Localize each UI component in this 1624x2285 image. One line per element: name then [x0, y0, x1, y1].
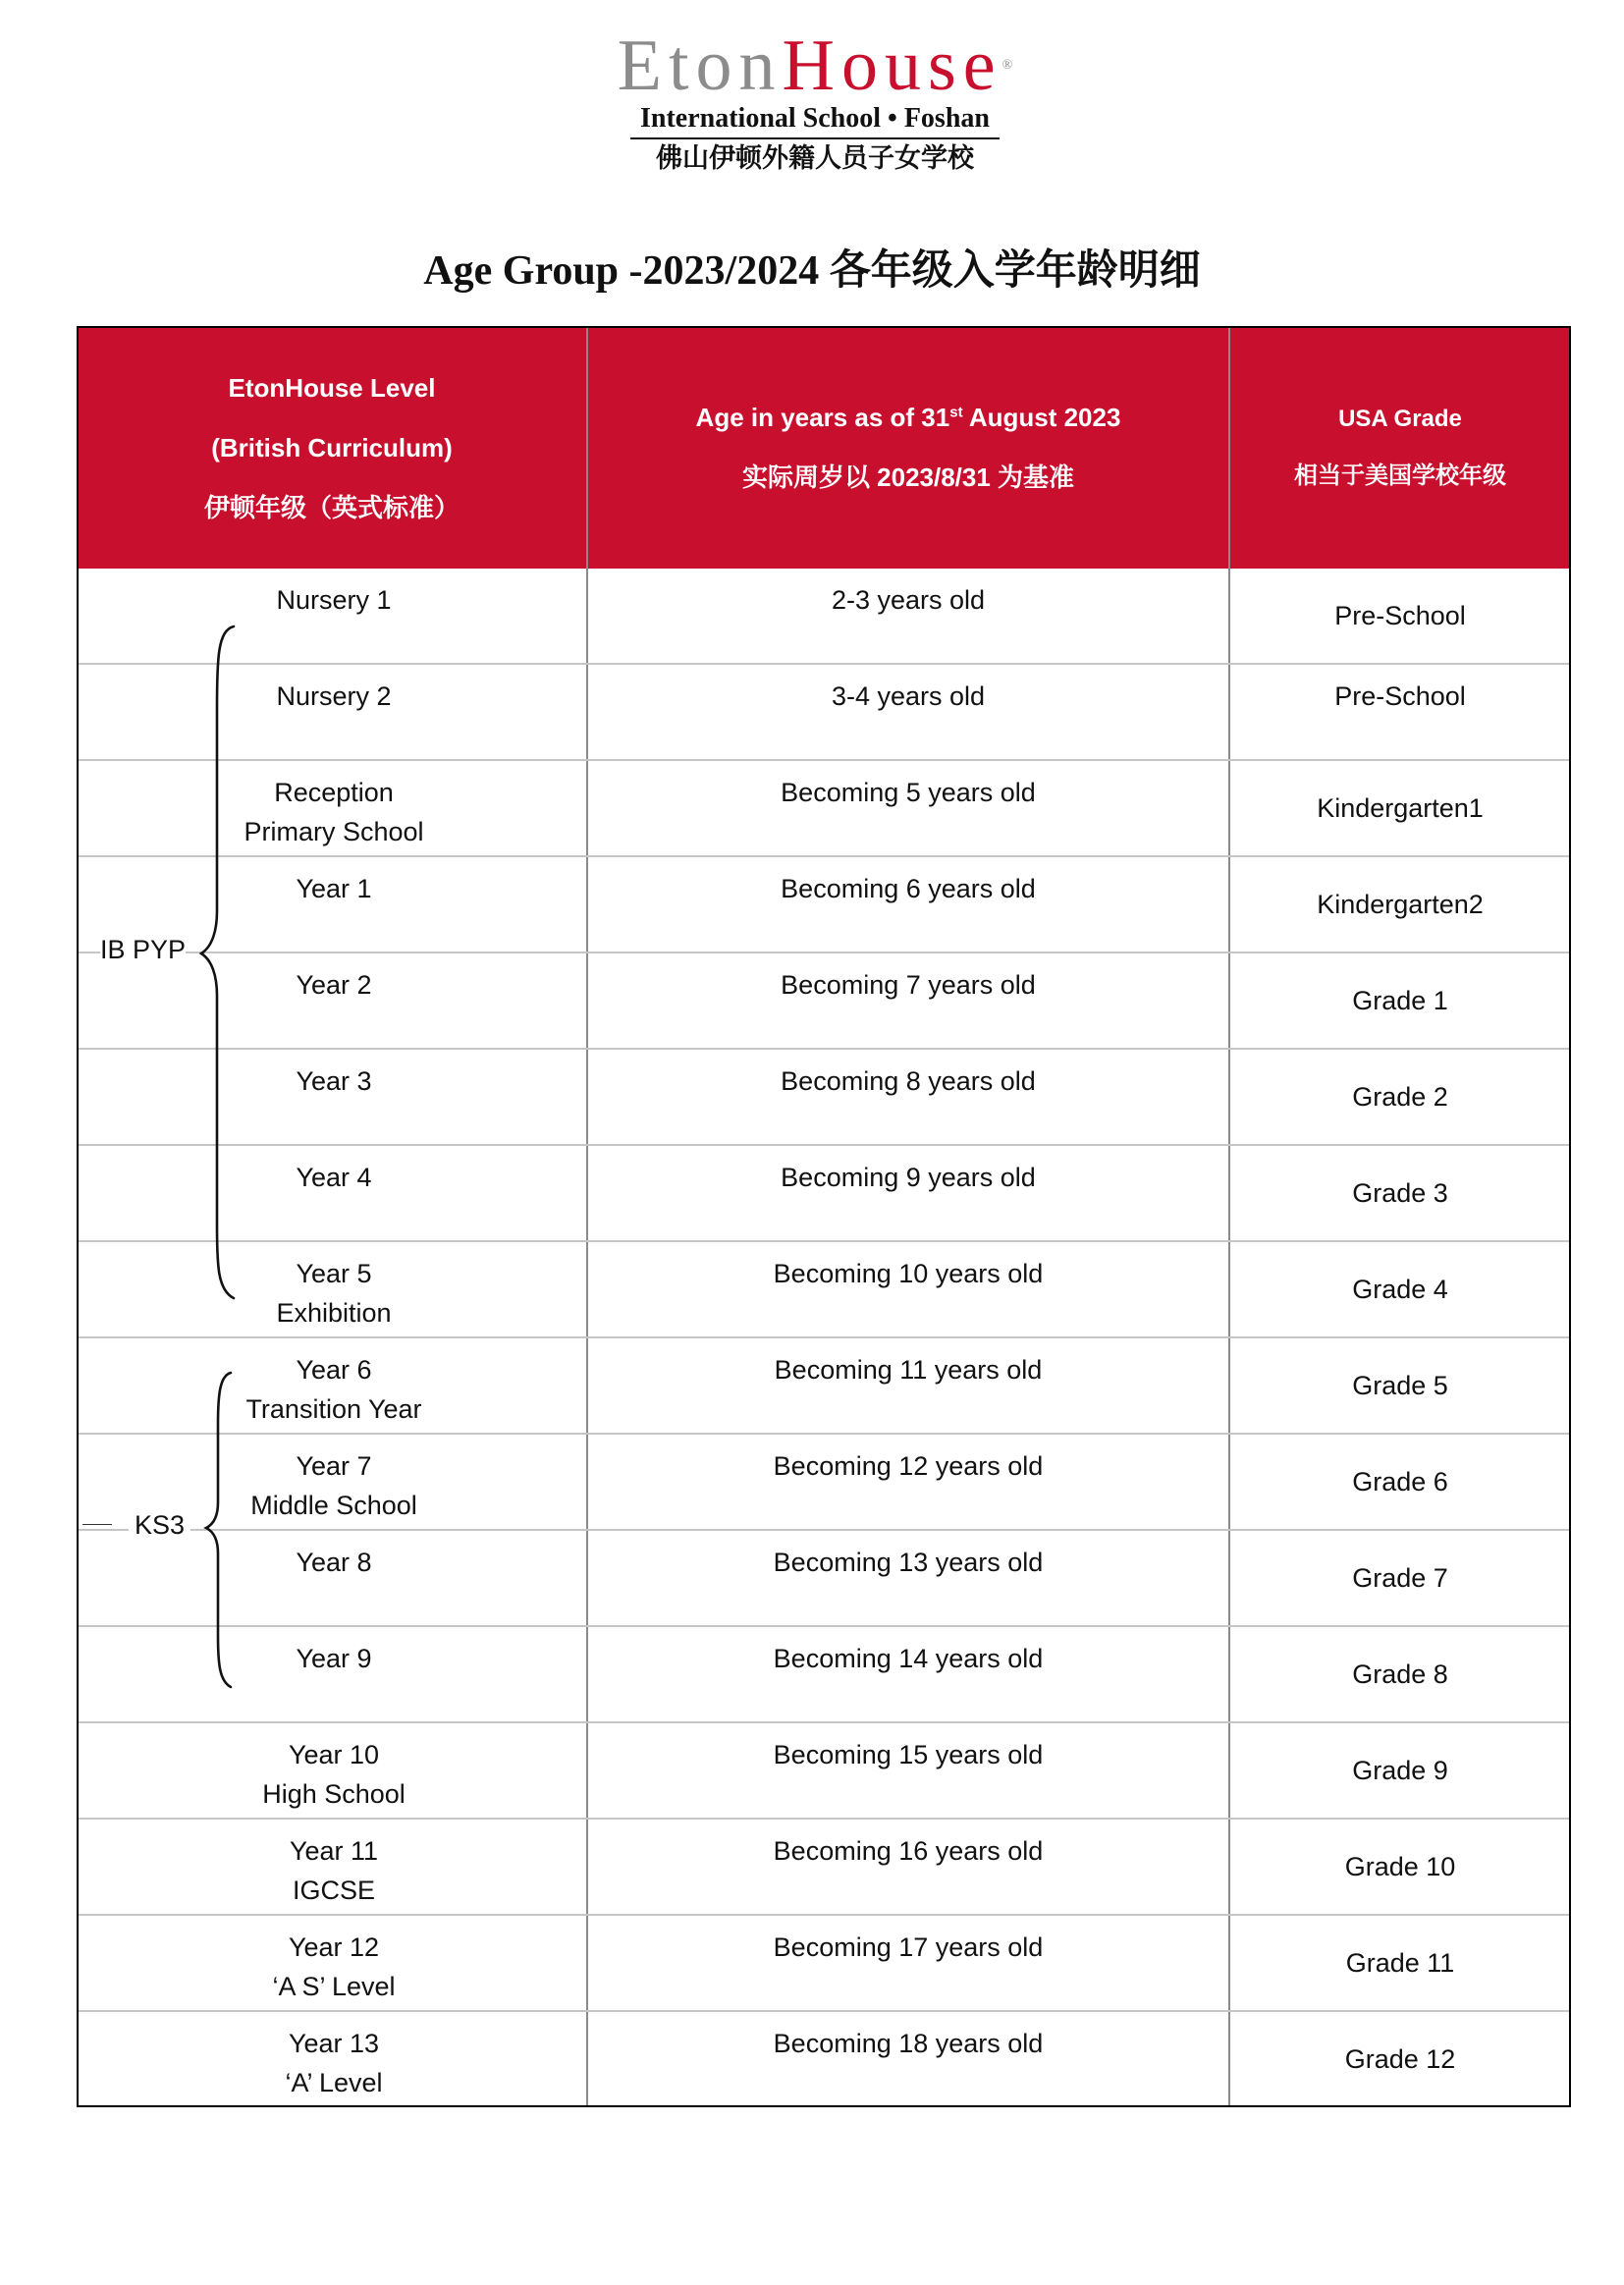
level-cell — [78, 664, 587, 760]
age-text: Becoming 16 years old — [773, 1836, 1044, 1866]
level-sub: Primary School — [244, 817, 424, 846]
level-name: Nursery 2 — [276, 681, 392, 711]
age-group-table — [78, 327, 1570, 2106]
level-name: Year 3 — [296, 1066, 372, 1096]
table-row — [78, 856, 1570, 952]
age-cell — [587, 1145, 1229, 1241]
table-row — [78, 1337, 1570, 1434]
logo-eton-text: Eton — [617, 26, 783, 106]
header-col2-sup: st — [949, 404, 963, 421]
age-text: Becoming 7 years old — [781, 970, 1036, 1000]
usa-grade-text: Grade 1 — [1352, 986, 1448, 1015]
ks3-leader-line — [82, 1524, 112, 1525]
usa-grade-cell — [1229, 2011, 1570, 2106]
age-text: Becoming 5 years old — [781, 778, 1036, 807]
table-row — [78, 2011, 1570, 2106]
header-age — [587, 327, 1229, 569]
age-cell — [587, 760, 1229, 856]
age-text: Becoming 14 years old — [773, 1644, 1044, 1673]
table-row — [78, 1145, 1570, 1241]
usa-grade-text: Grade 7 — [1352, 1563, 1448, 1593]
level-cell — [78, 1337, 587, 1434]
table-row — [78, 1626, 1570, 1722]
level-sub: High School — [262, 1779, 406, 1809]
level-name: Nursery 1 — [276, 585, 392, 615]
header-col2-line1 — [588, 388, 1228, 448]
usa-grade-cell — [1229, 1049, 1570, 1145]
page-title: Age Group -2023/2024 各年级入学年龄明细 — [423, 248, 1201, 294]
level-name: Year 1 — [296, 874, 372, 903]
level-sub: Exhibition — [276, 1298, 392, 1328]
age-cell — [587, 856, 1229, 952]
usa-grade-cell — [1229, 760, 1570, 856]
level-cell — [78, 569, 587, 664]
age-text: 2-3 years old — [831, 585, 986, 615]
table-row — [78, 569, 1570, 664]
level-name: Year 11 — [289, 1836, 379, 1866]
usa-grade-cell — [1229, 1819, 1570, 1915]
usa-grade-text: Kindergarten2 — [1317, 890, 1484, 919]
level-name: Year 9 — [296, 1644, 372, 1673]
age-cell — [587, 1049, 1229, 1145]
table-row — [78, 1530, 1570, 1626]
table-row — [78, 952, 1570, 1049]
level-cell — [78, 2011, 587, 2106]
usa-grade-cell — [1229, 1722, 1570, 1819]
age-cell — [587, 952, 1229, 1049]
table-row — [78, 760, 1570, 856]
level-cell — [78, 760, 587, 856]
logo-wordmark — [569, 26, 1060, 106]
level-cell — [78, 1530, 587, 1626]
table-row — [78, 1049, 1570, 1145]
usa-grade-text: Grade 3 — [1352, 1178, 1448, 1208]
level-cell — [78, 1626, 587, 1722]
level-sub: Transition Year — [245, 1394, 422, 1424]
table-row — [78, 1241, 1570, 1337]
group-label-ib-pyp: IB PYP — [100, 935, 187, 964]
usa-grade-cell — [1229, 1145, 1570, 1241]
logo-chinese-name: 佛山伊顿外籍人员子女学校 — [656, 143, 974, 174]
level-cell — [78, 1819, 587, 1915]
age-text: Becoming 15 years old — [773, 1740, 1044, 1769]
age-cell — [587, 1722, 1229, 1819]
level-name: Year 5 — [296, 1259, 372, 1288]
age-text: Becoming 12 years old — [773, 1451, 1044, 1481]
age-cell — [587, 664, 1229, 760]
usa-grade-cell — [1229, 1626, 1570, 1722]
level-cell — [78, 1049, 587, 1145]
level-sub: ‘A’ Level — [285, 2068, 383, 2097]
table-row — [78, 1434, 1570, 1530]
usa-grade-cell — [1229, 1915, 1570, 2011]
level-name: Year 2 — [296, 970, 372, 1000]
table-row — [78, 1915, 1570, 2011]
age-text: Becoming 6 years old — [781, 874, 1036, 903]
header-col3-line1: USA Grade — [1338, 406, 1462, 432]
level-name: Year 10 — [288, 1740, 380, 1769]
usa-grade-text: Grade 4 — [1352, 1275, 1448, 1304]
header-col1-line3: 伊顿年级（英式标准） — [203, 492, 460, 522]
level-name: Year 13 — [288, 2029, 380, 2058]
level-cell — [78, 1722, 587, 1819]
table-row — [78, 664, 1570, 760]
level-name: Year 7 — [296, 1451, 372, 1481]
header-col3-line2: 相当于美国学校年级 — [1294, 462, 1506, 489]
age-text: Becoming 10 years old — [773, 1259, 1044, 1288]
age-text: Becoming 8 years old — [781, 1066, 1036, 1096]
table-row — [78, 1819, 1570, 1915]
usa-grade-text: Grade 8 — [1352, 1659, 1448, 1689]
age-cell — [587, 1241, 1229, 1337]
level-sub: IGCSE — [292, 1876, 376, 1905]
level-cell — [78, 1915, 587, 2011]
usa-grade-cell — [1229, 1337, 1570, 1434]
age-cell — [587, 1337, 1229, 1434]
usa-grade-cell — [1229, 1530, 1570, 1626]
header-col2-line2: 实际周岁以 2023/8/31 为基准 — [741, 462, 1075, 492]
usa-grade-cell — [1229, 1241, 1570, 1337]
header-usa-grade — [1229, 327, 1570, 569]
level-name: Year 12 — [288, 1932, 380, 1962]
usa-grade-text: Grade 6 — [1352, 1467, 1448, 1496]
age-text: Becoming 18 years old — [773, 2029, 1044, 2058]
age-cell — [587, 1819, 1229, 1915]
level-cell — [78, 1241, 587, 1337]
age-text: Becoming 17 years old — [773, 1932, 1044, 1962]
level-name: Year 6 — [296, 1355, 372, 1385]
header-col2-text-end: August 2023 — [962, 403, 1121, 432]
level-name: Reception — [274, 778, 394, 807]
table-header-row — [78, 327, 1570, 569]
age-cell — [587, 1915, 1229, 2011]
header-col1-line2: (British Curriculum) — [211, 432, 453, 462]
usa-grade-text: Pre-School — [1334, 681, 1466, 711]
table-row — [78, 1722, 1570, 1819]
logo-subtitle: International School • Foshan — [630, 102, 1000, 139]
usa-grade-text: Grade 11 — [1345, 1948, 1455, 1978]
school-logo — [569, 26, 1060, 177]
usa-grade-cell — [1229, 1434, 1570, 1530]
age-text: Becoming 13 years old — [773, 1548, 1044, 1577]
usa-grade-text: Kindergarten1 — [1317, 793, 1484, 823]
age-cell — [587, 569, 1229, 664]
age-cell — [587, 2011, 1229, 2106]
registered-mark: ® — [1001, 58, 1013, 73]
level-cell — [78, 952, 587, 1049]
header-col2-text: Age in years as of 31 — [695, 403, 950, 432]
header-etonhouse-level — [78, 327, 587, 569]
usa-grade-text: Grade 9 — [1352, 1756, 1448, 1785]
level-sub: Middle School — [250, 1491, 417, 1520]
usa-grade-cell — [1229, 952, 1570, 1049]
age-cell — [587, 1626, 1229, 1722]
level-sub: ‘A S’ Level — [272, 1972, 396, 2001]
age-text: Becoming 11 years old — [774, 1355, 1043, 1385]
level-cell — [78, 1145, 587, 1241]
logo-house-text: House — [782, 26, 1002, 106]
usa-grade-text: Grade 10 — [1344, 1852, 1456, 1881]
group-label-ks3: KS3 — [129, 1509, 190, 1541]
level-name: Year 8 — [296, 1548, 372, 1577]
header-col1-line1: EtonHouse Level — [228, 372, 436, 403]
usa-grade-text: Grade 2 — [1352, 1082, 1448, 1112]
usa-grade-cell — [1229, 856, 1570, 952]
usa-grade-cell — [1229, 664, 1570, 760]
level-name: Year 4 — [296, 1163, 372, 1192]
usa-grade-text: Grade 12 — [1344, 2044, 1456, 2074]
age-cell — [587, 1434, 1229, 1530]
usa-grade-text: Pre-School — [1334, 601, 1466, 630]
age-text: Becoming 9 years old — [781, 1163, 1036, 1192]
age-cell — [587, 1530, 1229, 1626]
usa-grade-text: Grade 5 — [1352, 1371, 1448, 1400]
age-text: 3-4 years old — [831, 681, 986, 711]
usa-grade-cell — [1229, 569, 1570, 664]
